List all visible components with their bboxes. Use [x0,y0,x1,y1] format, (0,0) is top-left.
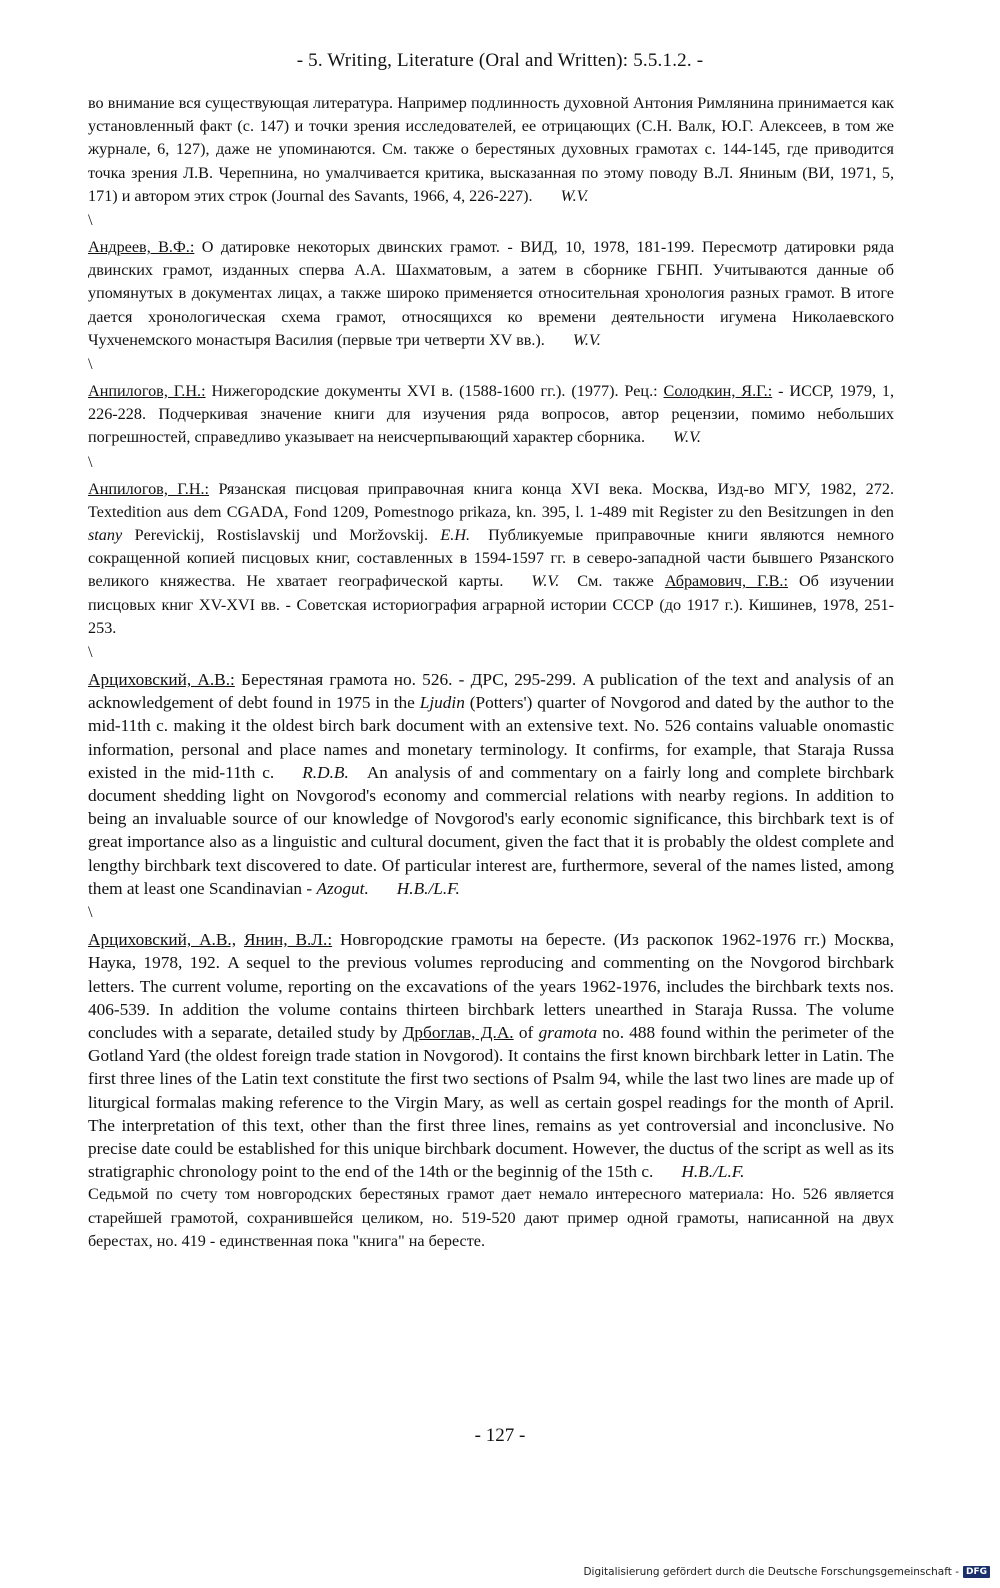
reviewer-signature: E.H. [440,526,471,545]
author-name: Анпилогов, Г.Н.: [88,382,206,401]
intro-paragraph [88,92,894,208]
bibliography-entry [88,380,894,450]
entry-text: Публикуемые приправочные книги являются немного сокращенной копией писцовых книг, составленных в 1594-1597 гг. в северо-западной части бывшего Рязанского великого княжества. Не хватает географической карты. [88,526,895,591]
entry-text: A sequel to the previous volumes reproducing and commenting on the Novgorod birchbark letters. The current volume, reporting on the excavations of the years 1962-1976, includes the birchbark texts nos. 406-539. In addition the volume contains thirteen birchbark letters unearthed in Staraja Russa. The volume concludes with a separate, detailed study by [88,953,894,1042]
digitization-footer [583,1566,990,1578]
bibliography-entry [88,236,894,352]
entry-text: no. 488 found within the perimeter of the Gotland Yard (the oldest foreign trade station in Novgorod). It contains the first known birchbark letter in Latin. The first three lines of the Latin text constitute the first two sections of Psalm 94, while the last two lines are made up of liturgical formalas making reference to the Virgin Mary, as well as certain gospel readings for the month of April. The interpretation of this text, other than the first three lines, remains as yet controversial and inconclusive. No precise date could be established for this unique birchbark document. However, the ductus of the script as well as its stratigraphic chronology point to the end of the 14th or the beginnig of the 15th c. [88,1022,895,1182]
author-name: Анпилогов, Г.Н.: [88,479,210,498]
entry-text: Perevickij, Rostislavskij und Moržovskij. [134,526,428,545]
reviewer-signature: W.V. [572,330,601,349]
author-name: Арциховский, А.В.: [88,670,235,690]
reviewer-signature: R.D.B. [302,762,349,782]
see-also-label: См. также [577,572,654,591]
italic-term: stany [88,526,123,545]
author-name: Янин, В.Л.: [243,930,333,950]
author-name: Абрамович, Г.В.: [664,572,788,591]
page-content [88,92,894,1255]
page-number: - 127 - [474,1425,526,1446]
dfg-logo-icon: DFG [963,1566,990,1578]
author-name: Андреев, В.Ф.: [88,238,195,257]
bibliography-entry [88,668,894,900]
entry-separator: \ [88,452,93,471]
entry-separator: \ [88,211,93,230]
intro-text: во внимание вся существующая литература. Например подлинность духовной Антония Римлянина принимается как установленный факт (с. 147) и точки зрения исследователей, ее отрицающих (С.Н. Валк, Ю.Г. Алексеев, в том же журнале, 6, 127), даже не упоминаются. См. также о берестяных духовных грамотах с. 144-145, где приводится точка зрения Л.В. Черепнина, но умалчивается критика, высказанная по этому поводу В.Л. Яниным (ВИ, 1971, 5, 171) и автором этих строк (Journal des Savants, 1966, 4, 226-227). [88,94,894,205]
italic-term: Azogut. [316,878,369,898]
entry-text: Берестяная грамота но. 526. - ДРС, 295-299. [241,670,577,690]
entry-text: of [518,1022,534,1042]
entry-text: Об изучении писцовых книг XV-XVI вв. - Советская историография аграрной истории СССР (до 1917 г.). Кишинев, 1978, 251-253. [88,572,895,637]
entry-text: О датировке некоторых двинских грамот. - ВИД, 10, 1978, 181-199. Пересмотр датировки ряда двинских грамот, изданных сперва А.А. Шахматовым, а затем в сборнике ГБНП. Учитываются данные об упомянутых в документах лицах, а также широко применяется относительная хронология разных грамот. В итоге дается хронологическая схема грамот, относящихся ко времени деятельности игумена Николаевского Чухченемского монастыря Василия (первые три четверти XV вв.). [88,238,895,349]
reviewer-signature: W.V. [531,572,560,591]
italic-term: gramota [538,1022,598,1042]
entry-text: Седьмой по счету том новгородских берестяных грамот дает немало интересного материала: Но. 526 является старейшей грамотой, сохранившейся целиком, но. 519-520 дают пример одной грамоты, написанной на двух берестах, но. 419 - единственная пока "книга" на бересте. [88,1185,894,1250]
entry-text: A publication of the text and analysis of an acknowledgement of debt found in 1975 in the [88,670,894,713]
entry-text: (Potters') quarter of Novgorod and dated by the author to the mid-11th c. making it the oldest birch bark document with an extensive text. No. 526 contains valuable onomastic information, personal and place names and monetary terminology. It confirms, for example, that Staraja Russa existed in the mid-11th c. [88,693,894,782]
reviewer-signature: H.B./L.F. [681,1162,745,1182]
entry-text: Нижегородские документы XVI в. (1588-1600 гг.). (1977). Рец.: [211,382,658,401]
reviewer-author-name: Солодкин, Я.Г.: [663,382,773,401]
bibliography-entry [88,928,894,1253]
entry-separator: \ [88,355,93,374]
reviewer-signature: H.B./L.F. [396,878,460,898]
entry-text: Новгородские грамоты на бересте. (Из раскопок 1962-1976 гг.) Москва, Наука, 1978, 192. [88,930,895,973]
reviewer-signature: W.V. [673,428,701,447]
entry-separator: \ [88,643,93,662]
reviewer-signature: W.V. [560,186,589,205]
entry-text: Рязанская писцовая приправочная книга конца XVI века. Москва, Изд-во МГУ, 1982, 272. Textedition aus dem CGADA, Fond 1209, Pomestnogo prikaza, kn. 395, l. 1-489 mit Register zu den Besitzungen in den [88,479,894,521]
footer-text: Digitalisierung gefördert durch die Deutsche Forschungsgemeinschaft - [583,1566,959,1578]
entry-separator: \ [88,903,93,922]
entry-text: An analysis of and commentary on a fairly long and complete birchbark document shedding light on Novgorod's economy and commercial relations with nearby regions. In addition to being an invaluable source of our knowledge of Novgorod's early economic significance, this birchbark text is of great importance also as a linguistic and cultural document, given the fact that it is probably the oldest complete and lengthy birchbark text discovered to date. Of particular interest are, furthermore, several of the names listed, among them at least one Scandinavian - [88,762,895,898]
italic-term: Ljudin [419,693,465,713]
entry-text: - ИССР, 1979, 1, 226-228. Подчеркивая значение книги для изучения ряда вопросов, автор рецензии, помимо небольших погрешностей, справедливо указывает на неисчерпывающий характер сборника. [88,382,895,447]
bibliography-entry [88,478,894,640]
author-name: Дрбоглав, Д.А. [402,1022,514,1042]
author-name: Арциховский, А.В., [88,930,237,950]
page-header: - 5. Writing, Literature (Oral and Written): 5.5.1.2. - [296,50,704,71]
